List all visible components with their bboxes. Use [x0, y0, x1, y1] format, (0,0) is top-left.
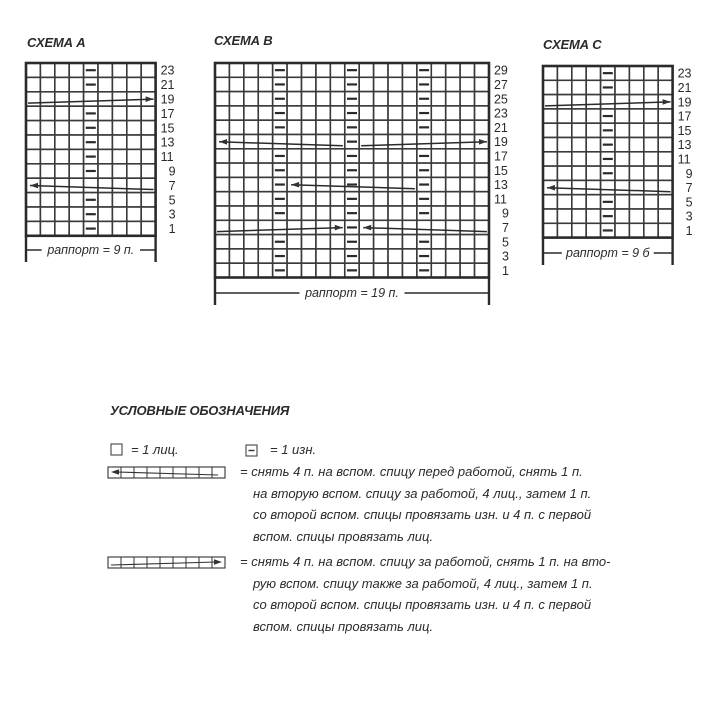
chart-c-cell [644, 209, 658, 223]
right-cable-line-2: рую вспом. спицу также за работой, 4 лиц., затем 1 п. [253, 575, 593, 591]
left-cable-line-3: со второй вспом. спицы провязать изн. и 4 п. с первой [253, 507, 592, 522]
chart-c-cell [615, 195, 629, 209]
chart-c-cell [557, 109, 571, 123]
legend-title: УСЛОВНЫЕ ОБОЗНАЧЕНИЯ [110, 403, 290, 418]
chart-c-cell [557, 138, 571, 152]
chart-c-cell [543, 223, 557, 237]
chart-c-cell [644, 180, 658, 194]
chart-a-row-label: 3 [168, 207, 176, 222]
purl-stitch-icon [245, 444, 259, 458]
chart-c-cell [658, 138, 672, 152]
chart-c-cell [629, 66, 643, 80]
chart-c-cell [629, 195, 643, 209]
left-cable-line-2: на вторую вспом. спицу за работой, 4 лиц., затем 1 п. [253, 485, 592, 501]
chart-c-cell [557, 80, 571, 94]
chart-b-row-label: 25 [493, 92, 508, 107]
chart-c-cell [615, 152, 629, 166]
chart-b-row-label: 15 [493, 163, 508, 178]
chart-c-cell [586, 109, 600, 123]
chart-c-cell [543, 80, 557, 94]
chart-c-row-label: 17 [677, 109, 692, 124]
chart-c-cell [543, 109, 557, 123]
chart-a-row-label: 19 [160, 92, 175, 107]
chart-c-row-label: 13 [677, 138, 692, 153]
chart-c-cell [658, 209, 672, 223]
chart-c-row-label: 3 [685, 209, 693, 224]
left-cable-description [240, 461, 591, 547]
chart-a-row-label: 9 [168, 164, 176, 179]
chart-c-cell [543, 152, 557, 166]
chart-c-row-label: 21 [677, 80, 692, 95]
chart-c-cell [543, 66, 557, 80]
chart-c-row-label: 19 [677, 95, 692, 110]
chart-a-row-label: 11 [160, 150, 174, 165]
chart-c-cell [557, 95, 571, 109]
chart-c-cell [572, 66, 586, 80]
chart-c-cell [601, 95, 615, 109]
chart-a-rapport-label: раппорт = 9 п. [47, 243, 135, 257]
chart-c-cell [629, 152, 643, 166]
chart-c-cell [658, 109, 672, 123]
chart-c-row-label: 11 [677, 152, 691, 167]
chart-c-cell [629, 166, 643, 180]
chart-c-cell [658, 223, 672, 237]
left-cable-line-4: вспом. спицы провязать лиц. [253, 528, 434, 544]
chart-b-row-label: 29 [493, 63, 508, 78]
right-cable-line-1: = снять 4 п. на вспом. спицу за работой, снять 1 п. на вто- [240, 554, 611, 569]
chart-c-cell [572, 138, 586, 152]
chart-b-row-label: 1 [501, 263, 509, 278]
chart-b-row-label: 21 [493, 120, 508, 135]
chart-c-cell [543, 138, 557, 152]
chart-c-cell [644, 195, 658, 209]
chart-c-grid [0, 0, 720, 320]
chart-c-row-label: 9 [685, 166, 693, 181]
chart-c-cell [586, 95, 600, 109]
chart-b-rapport-label: раппорт = 19 п. [305, 286, 399, 300]
left-cable-symbol-icon [107, 465, 231, 481]
right-cable-line-4: вспом. спицы провязать лиц. [253, 618, 434, 634]
right-cable-description [240, 551, 610, 637]
chart-b-row-label: 17 [493, 149, 508, 164]
chart-c-cell [543, 195, 557, 209]
right-cable-symbol-icon [107, 555, 231, 571]
chart-c-cell [572, 166, 586, 180]
chart-c-cell [615, 123, 629, 137]
chart-c-cell [658, 66, 672, 80]
chart-c-cell [615, 109, 629, 123]
chart-c-cell [586, 123, 600, 137]
chart-a-row-label: 21 [160, 78, 175, 93]
chart-a-row-label: 1 [168, 222, 176, 237]
chart-c-cell [615, 80, 629, 94]
chart-b-title: СХЕМА В [214, 33, 273, 48]
chart-c-cell [557, 195, 571, 209]
chart-c-cell [586, 138, 600, 152]
chart-c-cell [601, 180, 615, 194]
chart-b-row-label: 3 [501, 249, 509, 264]
chart-c-cell [615, 138, 629, 152]
chart-c-row-label: 7 [685, 181, 693, 196]
chart-a-row-label: 7 [168, 178, 176, 193]
purl-legend-text: = 1 изн. [270, 442, 317, 457]
chart-c-cell [572, 223, 586, 237]
chart-c-cell [557, 66, 571, 80]
chart-c-cell [644, 138, 658, 152]
right-cable-line-3: со второй вспом. спицы провязать изн. и 4 п. с первой [253, 597, 592, 612]
knit-legend-text: = 1 лиц. [131, 442, 179, 457]
chart-c-cell [644, 66, 658, 80]
chart-c-cell [629, 80, 643, 94]
left-cable-line-1: = снять 4 п. на вспом. спицу перед работой, снять 1 п. [240, 464, 583, 479]
chart-b-row-label: 5 [501, 235, 509, 250]
chart-c-cell [572, 152, 586, 166]
chart-c-cell [629, 209, 643, 223]
chart-c-cell [658, 180, 672, 194]
chart-c-cell [615, 180, 629, 194]
chart-c-cell [543, 209, 557, 223]
chart-c-cell [644, 123, 658, 137]
chart-a-row-label: 17 [160, 106, 175, 121]
chart-b-row-label: 7 [501, 220, 509, 235]
chart-c-cell [586, 152, 600, 166]
chart-c-cell [658, 80, 672, 94]
chart-a-row-label: 15 [160, 121, 175, 136]
chart-c-cell [644, 152, 658, 166]
chart-c-cell [572, 209, 586, 223]
chart-c-cell [586, 223, 600, 237]
chart-c-cell [629, 95, 643, 109]
chart-c-cell [644, 166, 658, 180]
chart-c-cell [586, 180, 600, 194]
chart-c-cell [557, 152, 571, 166]
chart-c-cell [644, 223, 658, 237]
chart-c-cell [658, 152, 672, 166]
chart-c-row-label: 5 [685, 195, 693, 210]
chart-c-cell [586, 66, 600, 80]
chart-a-row-label: 23 [160, 63, 175, 78]
chart-b-row-label: 13 [493, 178, 508, 193]
chart-c-cell [658, 123, 672, 137]
chart-c-cell [557, 223, 571, 237]
chart-b-row-label: 27 [493, 77, 508, 92]
chart-c-cell [586, 80, 600, 94]
chart-b-row-label: 19 [493, 135, 508, 150]
chart-c-cell [543, 166, 557, 180]
chart-c-cell [557, 209, 571, 223]
chart-c-cell [658, 166, 672, 180]
chart-c-cell [615, 66, 629, 80]
knit-stitch-icon [110, 443, 124, 457]
chart-c-cell [572, 80, 586, 94]
chart-a-title: СХЕМА А [27, 35, 86, 50]
chart-c-cell [586, 209, 600, 223]
chart-c-cell [572, 109, 586, 123]
chart-a-row-label: 13 [160, 135, 175, 150]
chart-c-cell [557, 123, 571, 137]
chart-c-rapport-label: раппорт = 9 б [566, 246, 650, 260]
chart-c-cell [572, 180, 586, 194]
chart-c-cell [572, 123, 586, 137]
chart-c-cell [586, 195, 600, 209]
chart-c-cell [629, 223, 643, 237]
chart-b-row-label: 23 [493, 106, 508, 121]
chart-a-row-label: 5 [168, 193, 176, 208]
chart-c-title: СХЕМА С [543, 37, 602, 52]
chart-c-cell [615, 223, 629, 237]
chart-c-cell [615, 209, 629, 223]
chart-c-cell [644, 109, 658, 123]
chart-b-row-label: 11 [493, 192, 507, 207]
chart-c-cell [658, 195, 672, 209]
chart-c-cell [543, 123, 557, 137]
chart-c-cell [586, 166, 600, 180]
chart-c-row-label: 15 [677, 123, 692, 138]
chart-c-cell [629, 138, 643, 152]
chart-c-cell [543, 95, 557, 109]
chart-c-cell [629, 180, 643, 194]
chart-b-row-label: 9 [501, 206, 509, 221]
chart-c-cell [572, 195, 586, 209]
chart-c-cell [629, 109, 643, 123]
chart-c-cell [572, 95, 586, 109]
chart-c-cell [629, 123, 643, 137]
chart-c-cell [615, 166, 629, 180]
chart-c-cell [644, 80, 658, 94]
chart-c-cell [615, 95, 629, 109]
chart-c-row-label: 23 [677, 66, 692, 81]
chart-c-row-label: 1 [685, 223, 693, 238]
chart-c-cell [557, 166, 571, 180]
